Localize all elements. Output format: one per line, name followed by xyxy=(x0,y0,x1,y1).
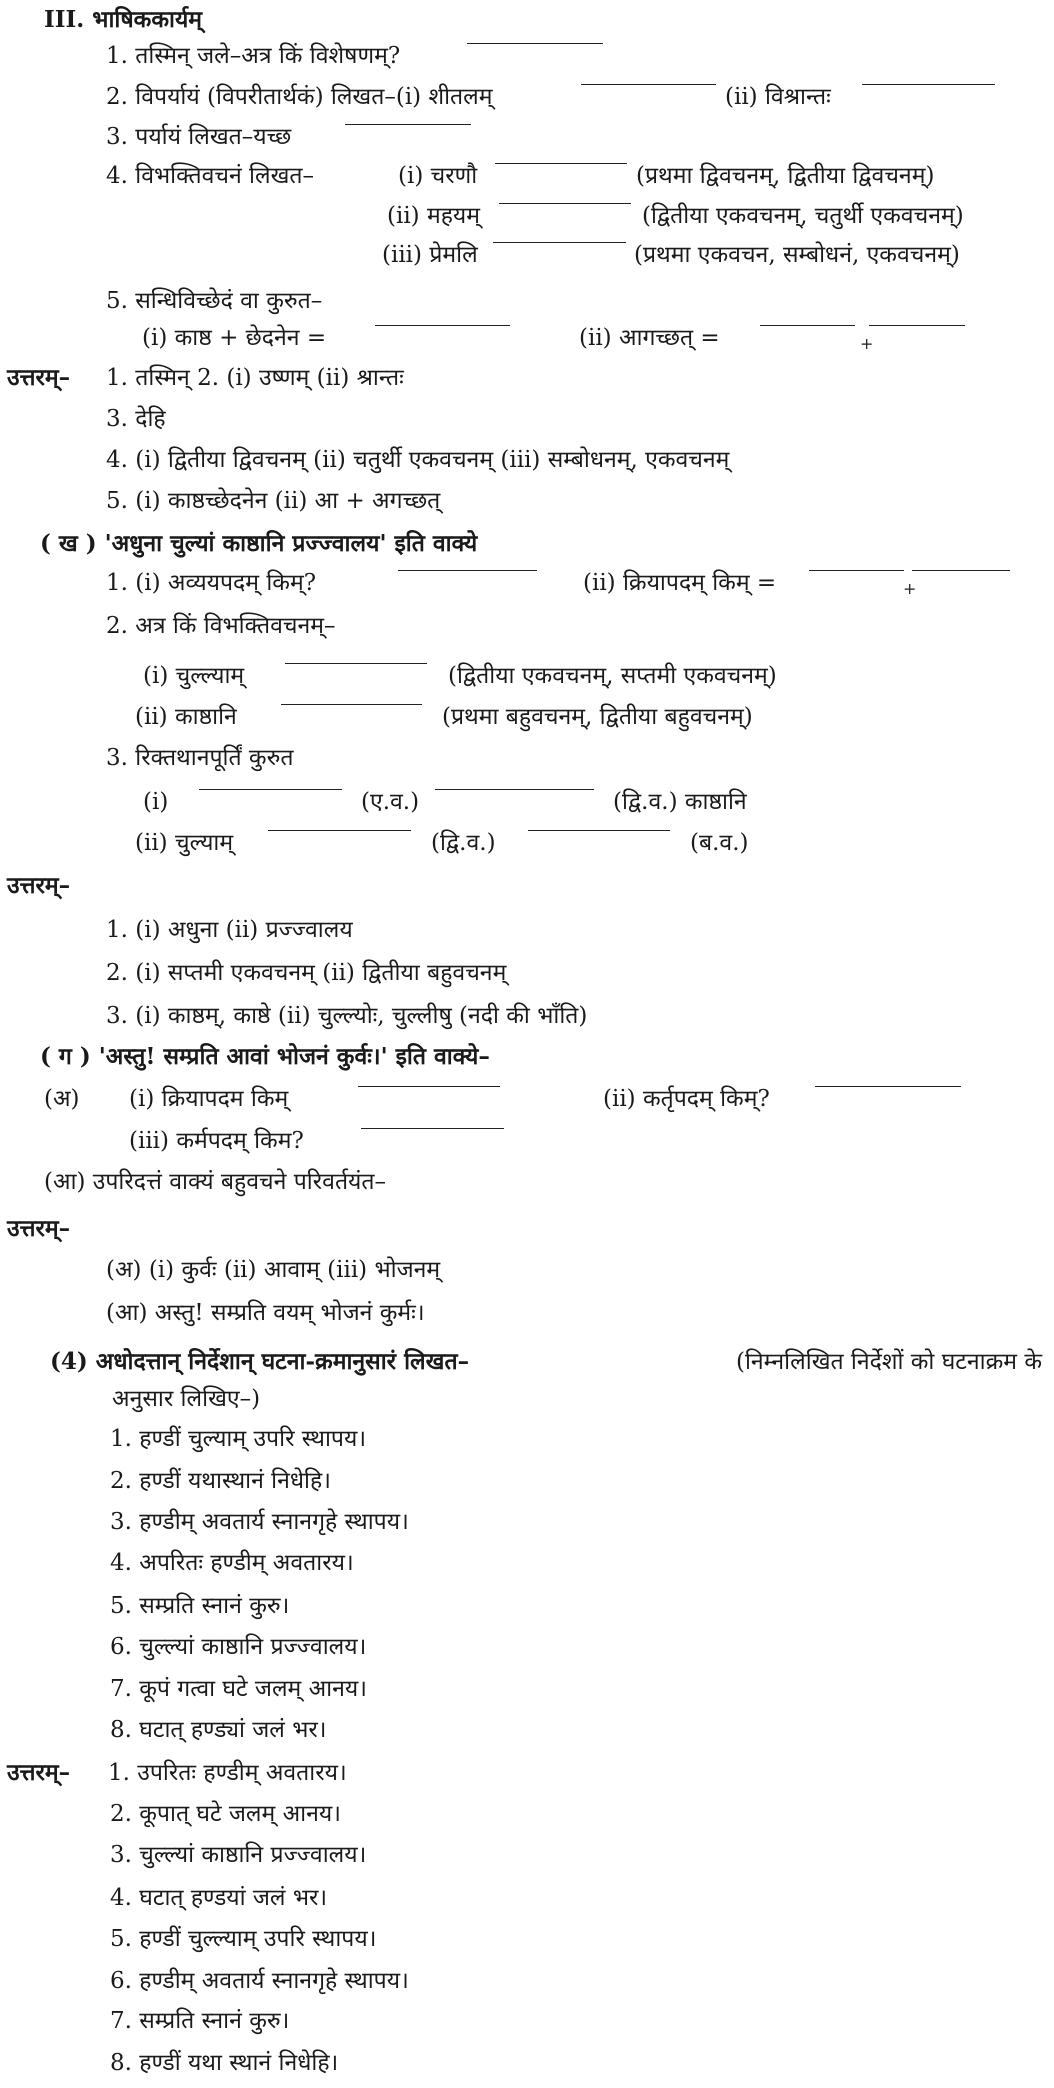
question-row xyxy=(0,1126,1054,1156)
answer-blank xyxy=(912,570,1010,571)
question-row xyxy=(0,568,1054,598)
answer-text: 6. हण्डीम् अवतार्य स्नानगृहे स्थापय। xyxy=(110,1968,409,1994)
question-text: 3. पर्यायं लिखत–यच्छ xyxy=(106,124,292,150)
answer-row xyxy=(0,2006,1054,2036)
question-row xyxy=(0,323,1054,353)
answer-row xyxy=(0,1001,1054,1031)
answer-blank xyxy=(358,1086,500,1087)
hint-text: (ब.व.) xyxy=(690,830,749,856)
answer-blank xyxy=(345,124,471,125)
subsection-heading: ( ग ) 'अस्तु! सम्प्रति आवां भोजनं कुर्वः।' इति वाक्ये– xyxy=(40,1043,490,1070)
answer-blank xyxy=(493,242,626,243)
question-text: (iii) कर्मपदम् किम? xyxy=(129,1128,304,1154)
question-text: (ii) चुल्याम् xyxy=(135,830,234,856)
answer-row xyxy=(0,1298,1054,1328)
answer-text: (अ) (i) कुर्वः (ii) आवाम् (iii) भोजनम् xyxy=(106,1257,441,1283)
question-row xyxy=(0,286,1054,316)
list-item-text: 3. हण्डीम् अवतार्य स्नानगृहे स्थापय। xyxy=(110,1509,409,1535)
answer-row xyxy=(0,1924,1054,1954)
subsection-heading-row xyxy=(0,1042,1054,1072)
answer-row xyxy=(0,1255,1054,1285)
question-text: 1. तस्मिन् जले–अत्र किं विशेषणम्? xyxy=(106,43,401,69)
answer-row xyxy=(0,1883,1054,1913)
question-text: 3. रिक्तथानपूर्तिं कुरुत xyxy=(106,745,294,771)
section-heading-row xyxy=(0,5,1054,35)
question-row xyxy=(0,240,1054,270)
answer-text: 2. (i) सप्तमी एकवचनम् (ii) द्वितीया बहुवचनम् xyxy=(106,960,507,986)
question-row xyxy=(0,201,1054,231)
answer-blank xyxy=(869,325,965,326)
answer-blank xyxy=(199,789,342,790)
answer-text: (आ) अस्तु! सम्प्रति वयम् भोजनं कुर्मः। xyxy=(106,1300,425,1326)
answer-blank xyxy=(499,203,631,204)
subsection-heading: ( ख ) 'अधुना चुल्यां काष्ठानि प्रज्ज्वालय' इति वाक्ये xyxy=(40,530,478,557)
question-row xyxy=(0,82,1054,112)
options-text: (प्रथमा बहुवचनम्, द्वितीया बहुवचनम्) xyxy=(442,704,753,730)
list-item xyxy=(0,1507,1054,1537)
question-row xyxy=(0,161,1054,191)
options-text: (द्वितीया एकवचनम्, चतुर्थी एकवचनम्) xyxy=(642,203,964,229)
answer-row xyxy=(0,2048,1054,2078)
answer-blank xyxy=(435,789,594,790)
answer-row xyxy=(0,404,1054,434)
answer-blank xyxy=(581,84,716,85)
list-item xyxy=(0,1466,1054,1496)
question-row xyxy=(0,743,1054,773)
answer-label: उत्तरम्– xyxy=(7,1215,71,1242)
answer-blank xyxy=(862,84,995,85)
question-text: (i) काष्ठ + छेदनेन = xyxy=(142,325,327,351)
question-text: (i) xyxy=(143,789,169,815)
question-row xyxy=(0,1084,1054,1114)
list-item-text: 1. हण्डीं चुल्याम् उपरि स्थापय। xyxy=(110,1426,367,1452)
list-item-text: 6. चुल्ल्यां काष्ठानि प्रज्ज्वालय। xyxy=(110,1634,367,1660)
answer-label: उत्तरम्– xyxy=(7,364,71,391)
answer-row xyxy=(0,958,1054,988)
question-row xyxy=(0,611,1054,641)
options-text: (द्वितीया एकवचनम्, सप्तमी एकवचनम्) xyxy=(448,663,777,689)
hint-text: (ए.व.) xyxy=(361,789,420,815)
answer-row xyxy=(0,363,1054,393)
answer-text: 3. (i) काष्ठम्, काष्ठे (ii) चुल्ल्योः, चुल्लीषु (नदी की भाँति) xyxy=(106,1003,588,1029)
answer-blank xyxy=(467,43,603,44)
question-text: 1. (i) अव्ययपदम् किम्? xyxy=(106,570,317,596)
question-row xyxy=(0,122,1054,152)
answer-blank xyxy=(375,325,510,326)
question-row xyxy=(0,661,1054,691)
plus-sign: + xyxy=(860,334,874,353)
list-item xyxy=(0,1632,1054,1662)
subsection-heading-row xyxy=(0,1347,1054,1377)
answer-blank xyxy=(268,830,411,831)
answer-text: 3. चुल्ल्यां काष्ठानि प्रज्ज्वालय। xyxy=(110,1842,367,1868)
answer-text: 1. उपरितः हण्डीम् अवतारय। xyxy=(108,1760,347,1786)
plus-sign: + xyxy=(903,579,917,598)
question-text: 2. अत्र किं विभक्तिवचनम्– xyxy=(106,613,336,639)
question-text: (ii) काष्ठानि xyxy=(135,704,237,730)
list-item-text: 7. कूपं गत्वा घटे जलम् आनय। xyxy=(110,1676,367,1702)
question-text: (ii) विश्रान्तः xyxy=(725,84,831,110)
list-item xyxy=(0,1674,1054,1704)
answer-row xyxy=(0,1214,1054,1244)
answer-row xyxy=(0,486,1054,516)
answer-text: 2. कूपात् घटे जलम् आनय। xyxy=(110,1801,341,1827)
answer-blank xyxy=(398,570,537,571)
options-text: (प्रथमा द्विवचनम्, द्वितीया द्विवचनम्) xyxy=(636,163,935,189)
list-item xyxy=(0,1591,1054,1621)
answer-row xyxy=(0,1758,1054,1788)
question-text: 4. विभक्तिवचनं लिखत– xyxy=(106,163,315,189)
heading-note: (निम्नलिखित निर्देशों को घटनाक्रम के xyxy=(735,1349,1042,1375)
heading-continuation xyxy=(0,1384,1054,1414)
answer-text: 7. सम्प्रति स्नानं कुरु। xyxy=(110,2008,290,2034)
answer-blank xyxy=(285,663,427,664)
answer-row xyxy=(0,1966,1054,1996)
list-item-text: 2. हण्डीं यथास्थानं निधेहि। xyxy=(110,1468,331,1494)
list-item-text: 5. सम्प्रति स्नानं कुरु। xyxy=(110,1593,290,1619)
question-row xyxy=(0,828,1054,858)
answer-row xyxy=(0,445,1054,475)
list-item xyxy=(0,1715,1054,1745)
answer-label: उत्तरम्– xyxy=(7,1759,71,1786)
question-row xyxy=(0,1167,1054,1197)
answer-label: उत्तरम्– xyxy=(7,872,71,899)
question-row xyxy=(0,41,1054,71)
answer-blank xyxy=(361,1128,504,1129)
subsection-heading: (4) अधोदत्तान् निर्देशान् घटना-क्रमानुसारं लिखत– xyxy=(50,1348,470,1375)
question-text: (ii) क्रियापदम् किम् = xyxy=(583,570,777,596)
question-text: (ii) महयम् xyxy=(387,203,481,229)
answer-row xyxy=(0,871,1054,901)
answer-text: 5. (i) काष्ठच्छेदनेन (ii) आ + अगच्छत् xyxy=(106,488,441,514)
question-text: 2. विपर्यायं (विपरीतार्थकं) लिखत–(i) शीतलम् xyxy=(106,84,493,110)
question-text: (iii) प्रेमलि xyxy=(382,242,478,268)
section-heading: III. भाषिककार्यम् xyxy=(44,6,203,33)
answer-blank xyxy=(809,570,904,571)
question-row xyxy=(0,702,1054,732)
question-text: 5. सन्धिविच्छेदं वा कुरुत– xyxy=(106,288,323,314)
list-item xyxy=(0,1424,1054,1454)
answer-blank xyxy=(281,704,422,705)
answer-row xyxy=(0,915,1054,945)
question-row xyxy=(0,787,1054,817)
list-item xyxy=(0,1548,1054,1578)
answer-text: 5. हण्डीं चुल्ल्याम् उपरि स्थापय। xyxy=(110,1926,377,1952)
answer-blank xyxy=(815,1086,961,1087)
hint-text: (द्वि.व.) काष्ठानि xyxy=(613,789,747,815)
question-text: (आ) उपरिदत्तं वाक्यं बहुवचने परिवर्तयंत– xyxy=(44,1169,387,1195)
list-item-text: 8. घटात् हण्ड्यां जलं भर। xyxy=(110,1717,327,1743)
question-text: (ii) आगच्छत् = xyxy=(579,325,720,351)
answer-text: 1. तस्मिन् 2. (i) उष्णम् (ii) श्रान्तः xyxy=(106,365,404,391)
answer-blank xyxy=(528,830,670,831)
question-text: (i) चरणौ xyxy=(398,163,478,189)
heading-note: अनुसार लिखिए–) xyxy=(112,1386,261,1412)
answer-text: 8. हण्डीं यथा स्थानं निधेहि। xyxy=(110,2050,339,2076)
answer-text: 4. घटात् हण्डयां जलं भर। xyxy=(110,1885,328,1911)
answer-text: 3. देहि xyxy=(106,406,166,432)
subsection-heading-row xyxy=(0,529,1054,559)
answer-row xyxy=(0,1840,1054,1870)
question-text: (i) चुल्ल्याम् xyxy=(143,663,245,689)
list-item-text: 4. अपरितः हण्डीम् अवतारय। xyxy=(110,1550,354,1576)
answer-blank xyxy=(495,163,627,164)
options-text: (प्रथमा एकवचन, सम्बोधनं, एकवचनम्) xyxy=(634,242,960,268)
answer-text: 4. (i) द्वितीया द्विवचनम् (ii) चतुर्थी एकवचनम् (iii) सम्बोधनम्, एकवचनम् xyxy=(106,447,730,473)
hint-text: (द्वि.व.) xyxy=(431,830,496,856)
question-label: (अ) xyxy=(44,1086,80,1112)
answer-row xyxy=(0,1799,1054,1829)
answer-text: 1. (i) अधुना (ii) प्रज्ज्वालय xyxy=(106,917,353,943)
question-text: (i) क्रियापदम किम् xyxy=(129,1086,289,1112)
answer-blank xyxy=(760,325,855,326)
question-text: (ii) कर्तृपदम् किम्? xyxy=(603,1086,770,1112)
